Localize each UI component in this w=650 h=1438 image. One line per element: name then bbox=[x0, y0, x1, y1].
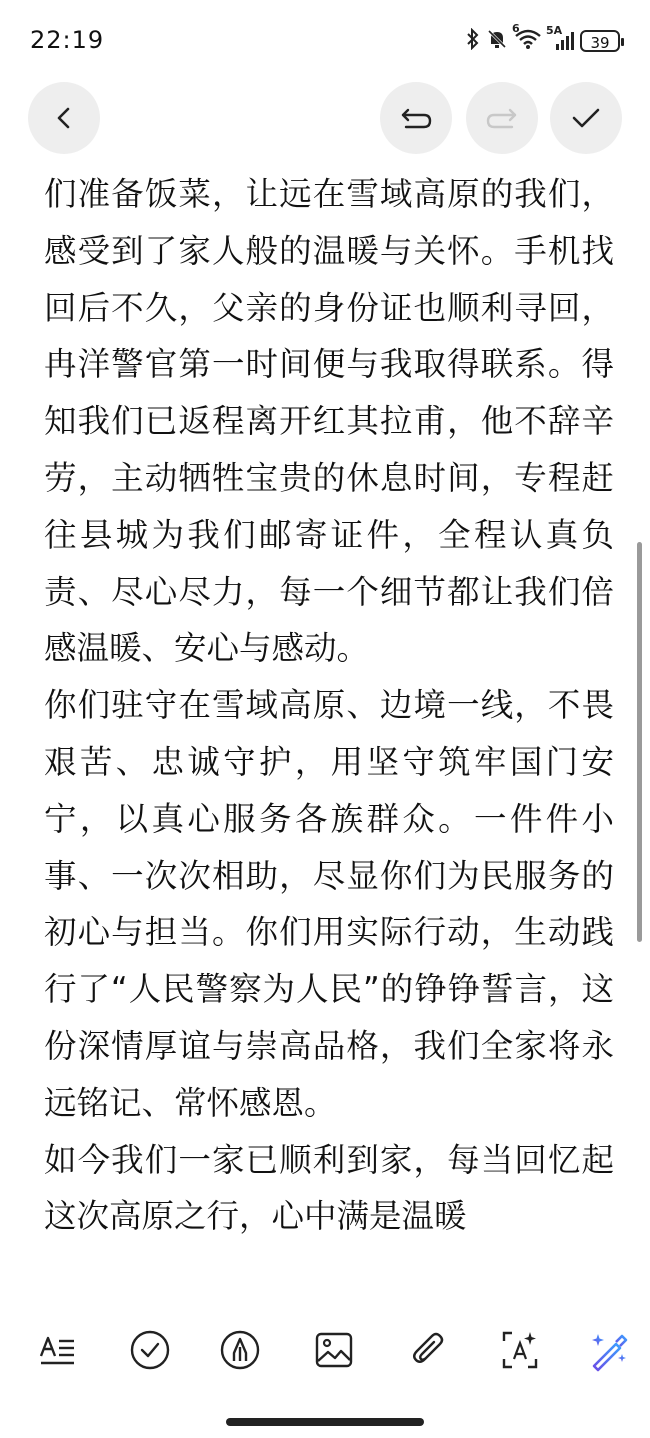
pen-button[interactable] bbox=[216, 1326, 264, 1374]
check-icon bbox=[570, 104, 602, 132]
ai-magic-icon bbox=[586, 1328, 630, 1372]
status-time: 22:19 bbox=[30, 26, 105, 54]
mute-bell-icon bbox=[486, 28, 508, 54]
redo-icon bbox=[484, 104, 520, 132]
wifi-icon bbox=[512, 22, 542, 54]
checklist-icon bbox=[129, 1329, 171, 1371]
scrollbar[interactable] bbox=[637, 542, 642, 942]
text-recognition-icon bbox=[500, 1329, 540, 1371]
undo-button[interactable] bbox=[380, 82, 452, 154]
home-indicator[interactable] bbox=[226, 1418, 424, 1426]
paragraph-1[interactable]: 们准备饭菜，让远在雪域高原的我们，感受到了家人般的温暖与关怀。手机找回后不久，父亲的身份证也顺利寻回，冉洋警官第一时间便与我取得联系。得知我们已返程离开红其拉甫，他不辞辛劳，主动牺牲宝贵的休息时间，专程赶往县城为我们邮寄证件，全程认真负责、尽心尽力，每一个细节都让我们倍感温暖、安心与感动。 bbox=[44, 175, 614, 668]
wifi-badge: 6 bbox=[512, 22, 520, 35]
status-icons bbox=[466, 24, 620, 58]
battery-indicator bbox=[580, 30, 620, 52]
note-editor-content[interactable] bbox=[44, 166, 614, 1301]
redo-button[interactable] bbox=[466, 82, 538, 154]
format-toolbar bbox=[0, 1318, 650, 1382]
bluetooth-icon bbox=[466, 28, 480, 54]
image-icon bbox=[314, 1331, 354, 1369]
editor-toolbar bbox=[0, 80, 650, 156]
paragraph-2[interactable]: 你们驻守在雪域高原、边境一线，不畏艰苦、忠诚守护，用坚守筑牢国门安宁，以真心服务各族群众。一件件小事、一次次相助，尽显你们为民服务的初心与担当。你们用实际行动，生动践行了“人民警察为人民”的铮铮誓言，这份深情厚谊与崇高品格，我们全家将永远铭记、常怀感恩。 bbox=[44, 686, 614, 1122]
pen-icon bbox=[219, 1329, 261, 1371]
status-bar bbox=[0, 0, 650, 80]
chevron-left-icon bbox=[50, 104, 78, 132]
paragraph-3[interactable]: 如今我们一家已顺利到家，每当回忆起这次高原之行，心中满是温暖 bbox=[44, 1140, 614, 1236]
cellular-signal-icon bbox=[546, 24, 574, 52]
back-button[interactable] bbox=[28, 82, 100, 154]
attachment-icon bbox=[408, 1330, 448, 1370]
image-button[interactable] bbox=[310, 1326, 358, 1374]
text-recognition-button[interactable] bbox=[496, 1326, 544, 1374]
done-button[interactable] bbox=[550, 82, 622, 154]
undo-icon bbox=[398, 104, 434, 132]
checklist-button[interactable] bbox=[126, 1326, 174, 1374]
network-label: 5A bbox=[546, 24, 563, 37]
text-format-icon bbox=[38, 1332, 78, 1368]
ai-magic-button[interactable] bbox=[584, 1326, 632, 1374]
battery-level: 39 bbox=[590, 34, 610, 52]
attachment-button[interactable] bbox=[404, 1326, 452, 1374]
text-format-button[interactable] bbox=[34, 1326, 82, 1374]
